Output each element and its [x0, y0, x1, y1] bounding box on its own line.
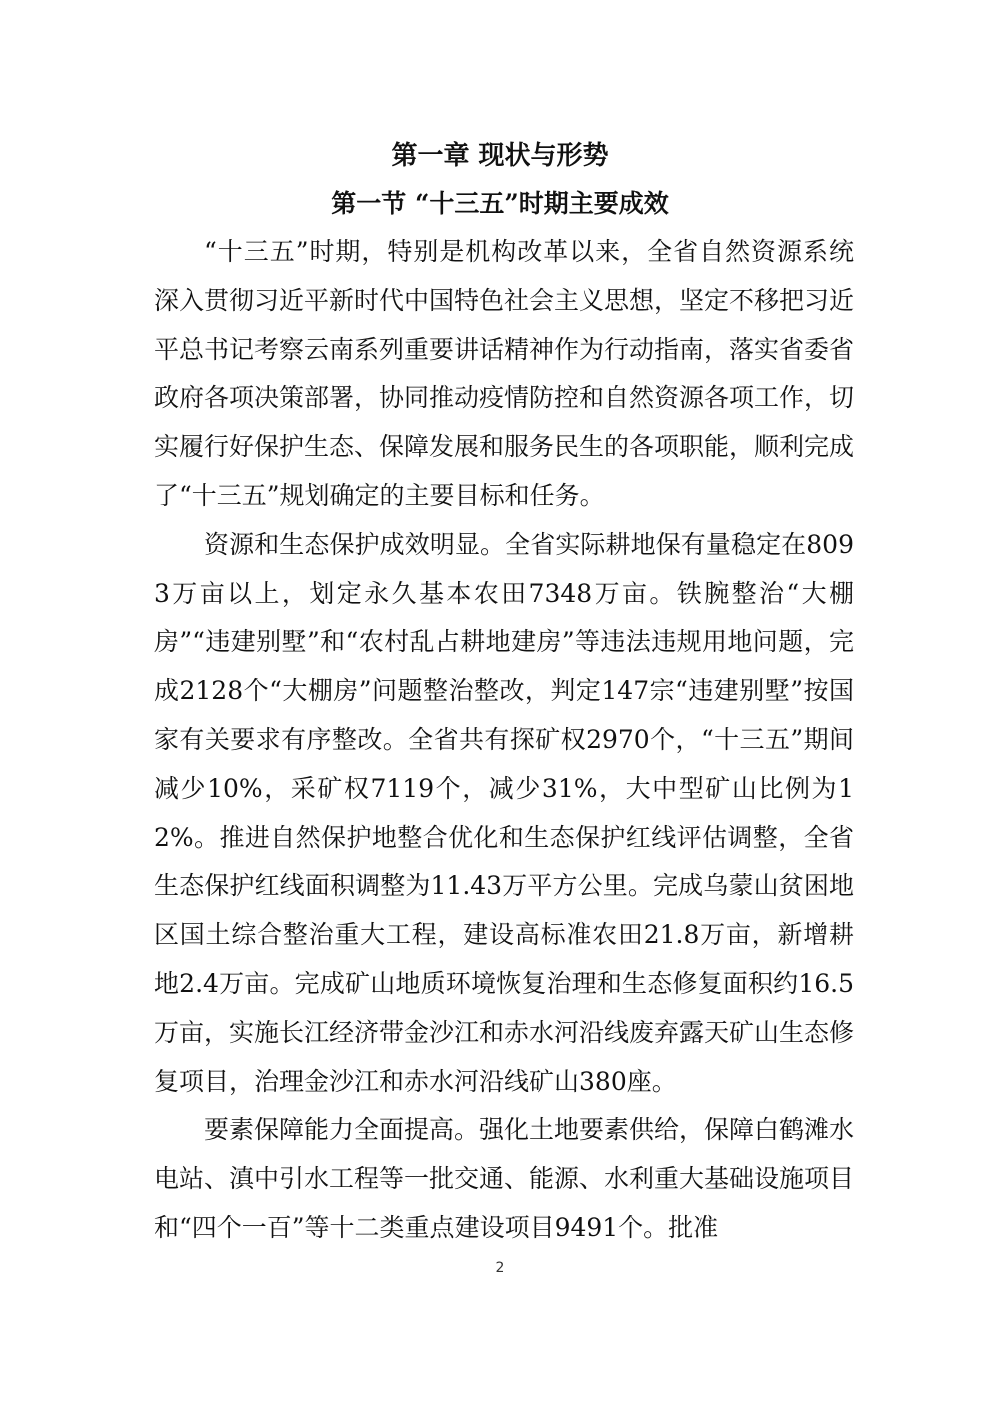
chapter-title: 第一章 现状与形势	[391, 141, 609, 171]
page-number: 2	[495, 1260, 505, 1276]
section-title: 第一节 “十三五”时期主要成效	[331, 189, 669, 218]
body-text	[154, 228, 854, 1253]
paragraph-intro: “十三五”时期，特别是机构改革以来，全省自然资源系统深入贯彻习近平新时代中国特色社会主义思想，坚定不移把习近平总书记考察云南系列重要讲话精神作为行动指南，落实省委省政府各项决策部署，协同推动疫情防控和自然资源各项工作，切实履行好保护生态、保障发展和服务民生的各项职能，顺利完成了“十三五”规划确定的主要目标和任务。	[154, 237, 855, 510]
paragraph-factor-guarantee: 要素保障能力全面提高。强化土地要素供给，保障白鹤滩水电站、滇中引水工程等一批交通、能源、水利重大基础设施项目和“四个一百”等十二类重点建设项目9491个。批准	[154, 1115, 855, 1242]
paragraph-resource-protection: 资源和生态保护成效明显。全省实际耕地保有量稳定在8093万亩以上，划定永久基本农田7348万亩。铁腕整治“大棚房”“违建别墅”和“农村乱占耕地建房”等违法违规用地问题，完成2128个“大棚房”问题整治整改，判定147宗“违建别墅”按国家有关要求有序整改。全省共有探矿权2970个，“十三五”期间减少10%，采矿权7119个，减少31%，大中型矿山比例为12%。推进自然保护地整合优化和生态保护红线评估调整，全省生态保护红线面积调整为11.43万平方公里。完成乌蒙山贫困地区国土综合整治重大工程，建设高标准农田21.8万亩，新增耕地2.4万亩。完成矿山地质环境恢复治理和生态修复面积约16.5万亩，实施长江经济带金沙江和赤水河沿线废弃露天矿山生态修复项目，治理金沙江和赤水河沿线矿山380座。	[154, 529, 855, 1096]
